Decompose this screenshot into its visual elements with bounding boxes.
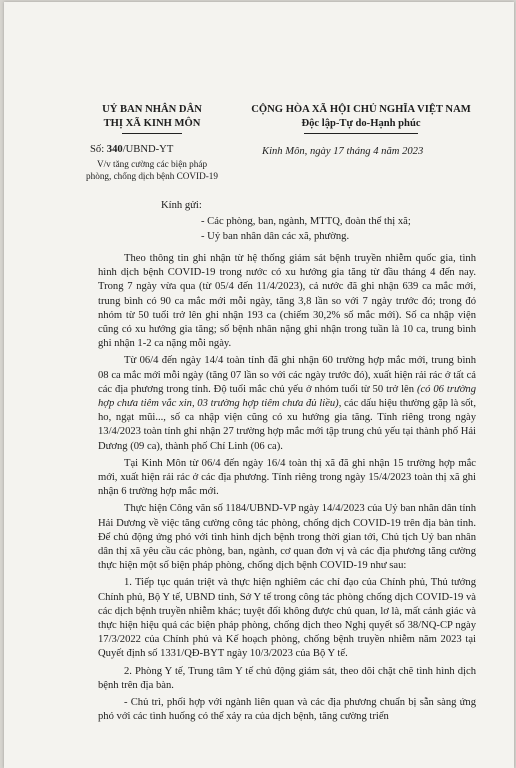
- paragraph-province: [98, 354, 476, 453]
- recipient-item: - Uỷ ban nhân dân các xã, phường.: [201, 231, 350, 242]
- org-underline: [122, 133, 182, 134]
- place-date: Kinh Môn, ngày 17 tháng 4 năm 2023: [262, 146, 424, 157]
- country-name: CỘNG HÒA XÃ HỘI CHỦ NGHĨA VIỆT NAM: [251, 104, 471, 115]
- paragraph-directive: Thực hiện Công văn số 1184/UBND-VP ngày 14/4/2023 của Uỷ ban nhân dân tỉnh Hải Dương về việc tăng cường công tác phòng, chống dịch COVID-19 trên địa bàn tỉnh. Để chủ động ứng phó với tình hình dịch bệnh trong thời gian tới, Chủ tịch Uỷ ban nhân dân thị xã yêu cầu các phòng, ban, ngành, cơ quan đơn vị và các địa phương tăng cường thực hiện một số biện pháp phòng, chống dịch bệnh COVID-19 như sau:: [98, 503, 476, 572]
- motto: Độc lập-Tự do-Hạnh phúc: [301, 118, 421, 129]
- doc-number: [90, 144, 173, 155]
- paragraph-province-text-a: Từ 06/4 đến ngày 14/4 toàn tỉnh đã ghi nhận 60 trường hợp mắc mới, trung bình 08 ca mắc mới mỗi ngày (tăng 07 lần so với các ngày trước đó), xuất hiện rải rác ở tất cả các địa phương trong tỉnh. Độ tuổi mắc chủ yếu ở nhóm tuổi từ 50 trở lên: [98, 355, 476, 395]
- org-name-line2: THỊ XÃ KINH MÔN: [103, 118, 201, 129]
- recipients-label: Kính gửi:: [161, 200, 202, 211]
- paragraph-kinh-mon: Tại Kinh Môn từ 06/4 đến ngày 16/4 toàn thị xã đã ghi nhận 15 trường hợp mắc mới, xuất hiện rải rác ở các địa phương. Tính riêng trong ngày 15/4/2023 toàn thị xã ghi nhận 6 trường hợp mắc mới.: [98, 457, 476, 498]
- paragraph-item-1: 1. Tiếp tục quán triệt và thực hiện nghiêm các chỉ đạo của Chính phủ, Thủ tướng Chính phủ, Bộ Y tế, UBND tỉnh, Sở Y tế trong công tác phòng chống dịch COVID-19 và các dịch bệnh truyền nhiễm khác; tuyệt đối không được chủ quan, lơ là, mất cảnh giác và thực hiện hiệu quả các biện pháp phòng, chống dịch theo Nghị quyết số 38/NQ-CP ngày 17/3/2022 của Chính phủ và Kế hoạch phòng, chống bệnh truyền nhiễm năm 2023 tại Quyết định số 1331/QĐ-BYT ngày 10/3/2023 của Bộ Y tế.: [98, 577, 476, 660]
- recipient-item: - Các phòng, ban, ngành, MTTQ, đoàn thể thị xã;: [201, 216, 411, 227]
- subject-line1: V/v tăng cường các biện pháp: [96, 159, 208, 169]
- document-page: [4, 2, 514, 768]
- document-body: [98, 252, 476, 728]
- paragraph-province-note: (có 06 trường hợp chưa tiêm vắc xin, 03 trường hợp tiêm chưa đủ liều): [98, 383, 476, 410]
- paragraph-province-text-b: , các dấu hiệu thường gặp là sốt, ho, ngạt mũi..., số ca nhập viện cũng có xu hướng gia tăng. Tính riêng trong ngày 13/4/2023 toàn tỉnh ghi nhận 27 trường hợp mắc mới tập trung chủ yếu tại thành phố Hải Dương (09 ca), thành phố Chí Linh (06 ca).: [98, 398, 476, 452]
- doc-number-value: 340: [106, 144, 123, 155]
- doc-number-suffix: /UBND-YT: [122, 144, 174, 155]
- subject-line2: phòng, chống dịch bệnh COVID-19: [86, 171, 218, 181]
- paragraph-item-2-sub: - Chủ trì, phối hợp với ngành liên quan và các địa phương chuẩn bị sẵn sàng ứng phó với các tình huống có thể xảy ra của dịch bệnh, tăng cường triển: [98, 697, 476, 723]
- motto-underline: [304, 133, 418, 134]
- org-name-line1: UỶ BAN NHÂN DÂN: [102, 104, 202, 115]
- paragraph-situation: Theo thông tin ghi nhận từ hệ thống giám sát bệnh truyền nhiễm quốc gia, tình hình dịch bệnh COVID-19 trong nước có xu hướng gia tăng từ đầu tháng 4 đến nay. Trong 7 ngày vừa qua (từ 05/4 đến 11/4/2023), cả nước đã ghi nhận 639 ca mắc mới, trung bình có 90 ca mắc mới mỗi ngày, tăng 3,8 lần so với 7 ngày trước đó; trong đó nhóm từ 50 tuổi trở lên ghi nhận 193 ca (chiếm 30,2% số mắc mới). Số ca nhập viện cũng có xu hướng gia tăng; số bệnh nhân nặng ghi nhận trong tuần là 10 ca, trung bình ghi nhận 1-2 ca nặng mỗi ngày.: [98, 253, 476, 350]
- paragraph-item-2: 2. Phòng Y tế, Trung tâm Y tế chủ động giám sát, theo dõi chặt chẽ tình hình dịch bệnh trên địa bàn.: [98, 665, 476, 691]
- doc-number-prefix: Số:: [90, 144, 105, 155]
